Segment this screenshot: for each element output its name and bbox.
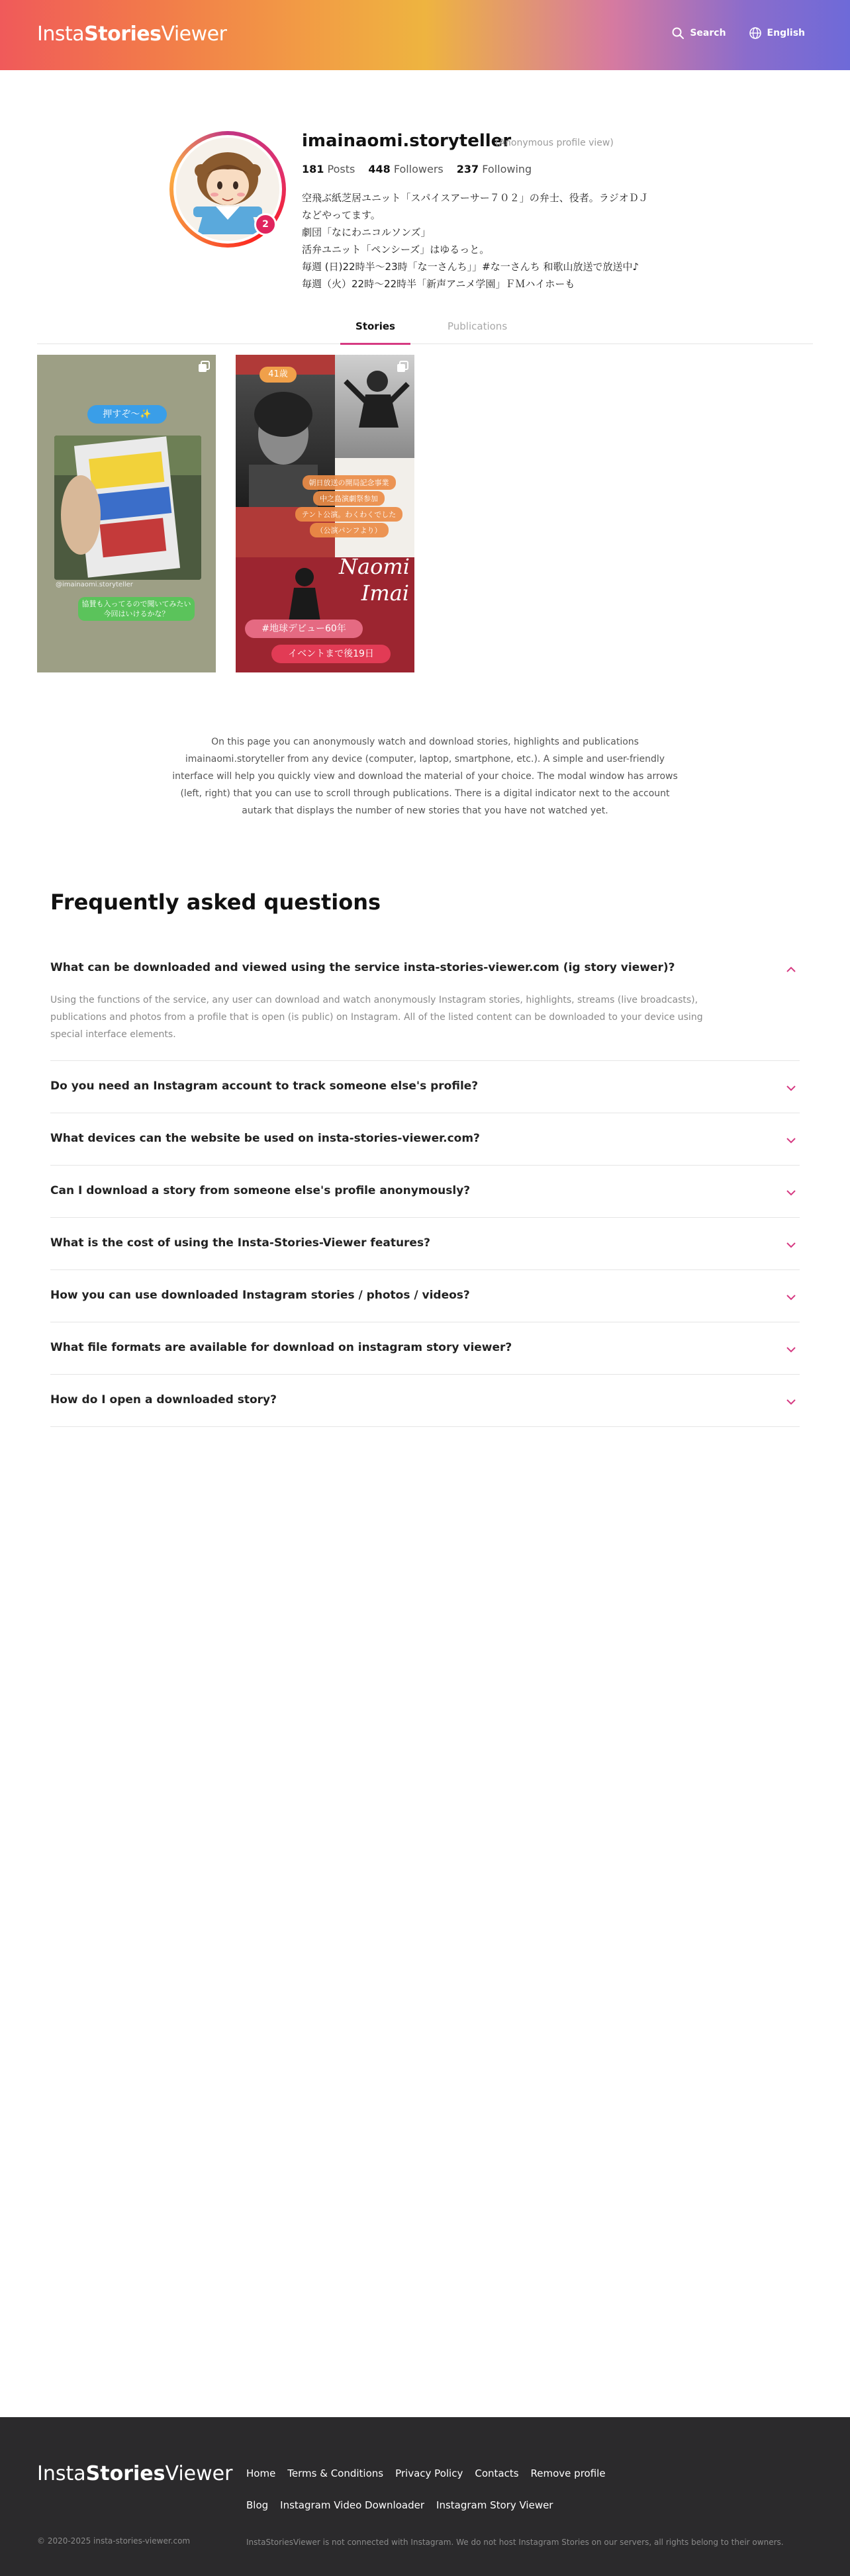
profile-bio bbox=[302, 189, 673, 293]
faq-question[interactable]: What file formats are available for download on instagram story viewer? bbox=[50, 1341, 512, 1354]
chevron-down-icon[interactable] bbox=[785, 1134, 797, 1146]
story-caption-pill: 協賛も入ってるので聞いてみたい 今回はいけるかな？ bbox=[78, 597, 195, 621]
tab-stories[interactable]: Stories bbox=[340, 320, 410, 332]
faq-question[interactable]: How you can use downloaded Instagram stories / photos / videos? bbox=[50, 1289, 470, 1302]
language-selector[interactable] bbox=[749, 26, 805, 40]
multiple-items-icon bbox=[396, 360, 409, 373]
following-stat: 237 Following bbox=[456, 163, 532, 175]
site-footer bbox=[0, 2417, 850, 2576]
followers-stat: 448 Followers bbox=[368, 163, 444, 175]
faq-question[interactable]: Do you need an Instagram account to track someone else's profile? bbox=[50, 1080, 479, 1093]
story-caption-pill: #地球デビュー60年 bbox=[245, 620, 363, 638]
language-label: English bbox=[767, 28, 805, 38]
faq-question[interactable]: What can be downloaded and viewed using the service insta-stories-viewer.com (ig story viewer)? bbox=[50, 961, 675, 974]
bio-line: 劇団「なにわニコルソンズ」 bbox=[302, 226, 431, 238]
faq-item[interactable] bbox=[50, 1166, 800, 1218]
chevron-down-icon[interactable] bbox=[785, 1082, 797, 1094]
faq-item-expanded[interactable] bbox=[50, 943, 800, 1061]
footer-link-contacts[interactable]: Contacts bbox=[475, 2467, 519, 2479]
footer-link-privacy[interactable]: Privacy Policy bbox=[395, 2467, 463, 2479]
faq-item[interactable] bbox=[50, 1113, 800, 1166]
faq-question[interactable]: What devices can the website be used on insta-stories-viewer.com? bbox=[50, 1132, 480, 1145]
profile-stats bbox=[302, 163, 532, 175]
footer-link-video-downloader[interactable]: Instagram Video Downloader bbox=[280, 2499, 425, 2511]
story-caption-pill: 押すぞ～✨ bbox=[87, 405, 167, 424]
story-credit: @imainaomi.storyteller bbox=[56, 581, 133, 588]
faq-answer: Using the functions of the service, any user can download and watch anonymously Instagram stories, highlights, streams (live broadcasts), publications and photos from a profile that is open (is public) on Instagram. All of the listed content can be downloaded to your device using special interface elements. bbox=[50, 995, 703, 1040]
posts-stat: 181 Posts bbox=[302, 163, 355, 175]
bio-line: 毎週（火）22時〜22時半「新声アニメ学園」ＦＭハイホーも bbox=[302, 278, 575, 290]
faq-list bbox=[50, 943, 800, 1427]
site-logo[interactable]: InstaStoriesViewer bbox=[37, 23, 227, 46]
bio-line: などやってます。 bbox=[302, 209, 381, 221]
story-card[interactable] bbox=[37, 355, 216, 672]
faq-item[interactable] bbox=[50, 1218, 800, 1270]
page-description: On this page you can anonymously watch and download stories, highlights and publications imainaomi.storyteller from any device (computer, laptop, smartphone, etc.). A simple and user-friendly interface will help you quickly view and download the material of your choice. The modal window has arrows (left, right) that you can use to scroll through publications. There is a digital indicator next to the account autark that displays the number of new stories that you have not watched yet. bbox=[172, 737, 678, 816]
search-label: Search bbox=[690, 28, 726, 38]
chevron-up-icon[interactable] bbox=[785, 964, 797, 976]
profile-username: imainaomi.storyteller bbox=[302, 131, 512, 151]
footer-links-secondary bbox=[246, 2499, 553, 2511]
footer-link-terms[interactable]: Terms & Conditions bbox=[287, 2467, 384, 2479]
faq-item[interactable] bbox=[50, 1375, 800, 1427]
bio-line: 毎週 (日)22時半〜23時「な一さんち」」#な一さんち 和歌山放送で放送中♪ bbox=[302, 261, 639, 273]
anonymous-view-note: (Anonymous profile view) bbox=[495, 138, 614, 148]
bio-line: 空飛ぶ紙芝居ユニット「スパイスアーサー７０２」の弁士、役者。ラジオＤＪ bbox=[302, 192, 649, 204]
chevron-down-icon[interactable] bbox=[785, 1187, 797, 1199]
content-tabs bbox=[37, 314, 813, 344]
story-caption-pill: イベントまで後19日 bbox=[271, 645, 391, 663]
footer-logo[interactable]: InstaStoriesViewer bbox=[37, 2462, 233, 2485]
faq-item[interactable] bbox=[50, 1322, 800, 1375]
multiple-items-icon bbox=[197, 360, 211, 373]
faq-question[interactable]: How do I open a downloaded story? bbox=[50, 1393, 277, 1406]
footer-link-story-viewer[interactable]: Instagram Story Viewer bbox=[436, 2499, 553, 2511]
chevron-down-icon[interactable] bbox=[785, 1291, 797, 1303]
story-photo bbox=[54, 436, 201, 580]
story-info-captions: 朝日放送の開局記念事業 中之島演劇祭参加 テント公演。わくわくでした （公演パンフより） bbox=[286, 474, 412, 539]
faq-item[interactable] bbox=[50, 1061, 800, 1113]
faq-question[interactable]: Can I download a story from someone else's profile anonymously? bbox=[50, 1184, 471, 1197]
footer-links-primary bbox=[246, 2467, 606, 2479]
footer-link-blog[interactable]: Blog bbox=[246, 2499, 269, 2511]
header-nav bbox=[671, 26, 805, 40]
globe-icon bbox=[749, 26, 762, 40]
footer-link-home[interactable]: Home bbox=[246, 2467, 276, 2479]
profile-section bbox=[169, 128, 673, 300]
footer-link-remove-profile[interactable]: Remove profile bbox=[530, 2467, 606, 2479]
story-caption-pill: 41歳 bbox=[260, 367, 297, 383]
search-button[interactable] bbox=[671, 26, 726, 40]
footer-copyright: © 2020-2025 insta-stories-viewer.com bbox=[37, 2536, 191, 2546]
chevron-down-icon[interactable] bbox=[785, 1344, 797, 1356]
faq-item[interactable] bbox=[50, 1270, 800, 1322]
new-stories-badge: 2 bbox=[254, 213, 277, 236]
search-icon bbox=[671, 26, 685, 40]
chevron-down-icon[interactable] bbox=[785, 1239, 797, 1251]
tab-publications[interactable]: Publications bbox=[448, 320, 508, 332]
faq-title: Frequently asked questions bbox=[50, 890, 381, 915]
story-name-text: Naomi Imai bbox=[339, 554, 410, 606]
bio-line: 活弁ユニット「ペンシーズ」はゆるっと。 bbox=[302, 244, 490, 255]
site-header bbox=[0, 0, 850, 70]
story-card[interactable] bbox=[236, 355, 414, 672]
faq-question[interactable]: What is the cost of using the Insta-Stories-Viewer features? bbox=[50, 1236, 430, 1250]
footer-disclaimer: InstaStoriesViewer is not connected with Instagram. We do not host Instagram Stories on our servers, all rights belong to their owners. bbox=[246, 2538, 784, 2547]
chevron-down-icon[interactable] bbox=[785, 1396, 797, 1408]
